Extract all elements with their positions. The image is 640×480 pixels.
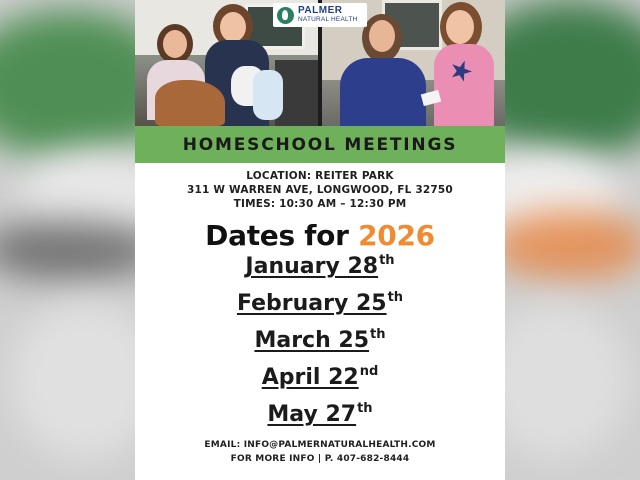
date-suffix: th (370, 327, 386, 342)
photo-detail (446, 10, 474, 44)
meeting-date (135, 290, 505, 316)
title-banner (135, 126, 505, 163)
date-text: January 28 (245, 254, 379, 279)
date-text: February 25 (236, 291, 387, 316)
photo-detail (253, 70, 283, 120)
date-text: May 27 (267, 402, 357, 427)
meeting-times: TIMES: 10:30 AM – 12:30 PM (233, 198, 407, 210)
blur-patch (490, 210, 640, 280)
location-address: 311 W WARREN AVE, LONGWOOD, FL 32750 (187, 184, 453, 196)
date-suffix: th (357, 401, 373, 416)
photo-detail (434, 44, 494, 126)
dates-heading-prefix: Dates for (205, 219, 359, 252)
date-suffix: th (379, 253, 395, 268)
photo-detail (220, 12, 246, 42)
meeting-date (135, 364, 505, 390)
meeting-date (135, 253, 505, 279)
flyer (135, 0, 505, 480)
location-name: LOCATION: REITER PARK (246, 170, 394, 182)
dates-heading-year: 2026 (358, 219, 435, 252)
logo-subtitle: NATURAL HEALTH (298, 16, 358, 24)
contact-email: EMAIL: INFO@PALMERNATURALHEALTH.COM (204, 440, 436, 450)
palmer-logo (273, 3, 367, 27)
photo-detail (155, 80, 225, 126)
meeting-date (135, 401, 505, 427)
photo-detail (163, 30, 187, 58)
logo-name: PALMER (298, 5, 343, 17)
contact-phone: FOR MORE INFO | P. 407-682-8444 (230, 454, 410, 464)
leaf-drop-icon (277, 7, 294, 24)
photo-strip (135, 0, 505, 126)
date-suffix: th (387, 290, 404, 305)
page-title: HOMESCHOOL MEETINGS (182, 134, 458, 155)
date-suffix: nd (359, 364, 379, 379)
photo-detail (369, 20, 395, 52)
meeting-date (135, 327, 505, 353)
date-text: March 25 (254, 328, 370, 353)
dates-heading (135, 219, 505, 252)
date-text: April 22 (261, 365, 359, 390)
logo-text (298, 6, 357, 24)
photo-detail (340, 58, 426, 126)
